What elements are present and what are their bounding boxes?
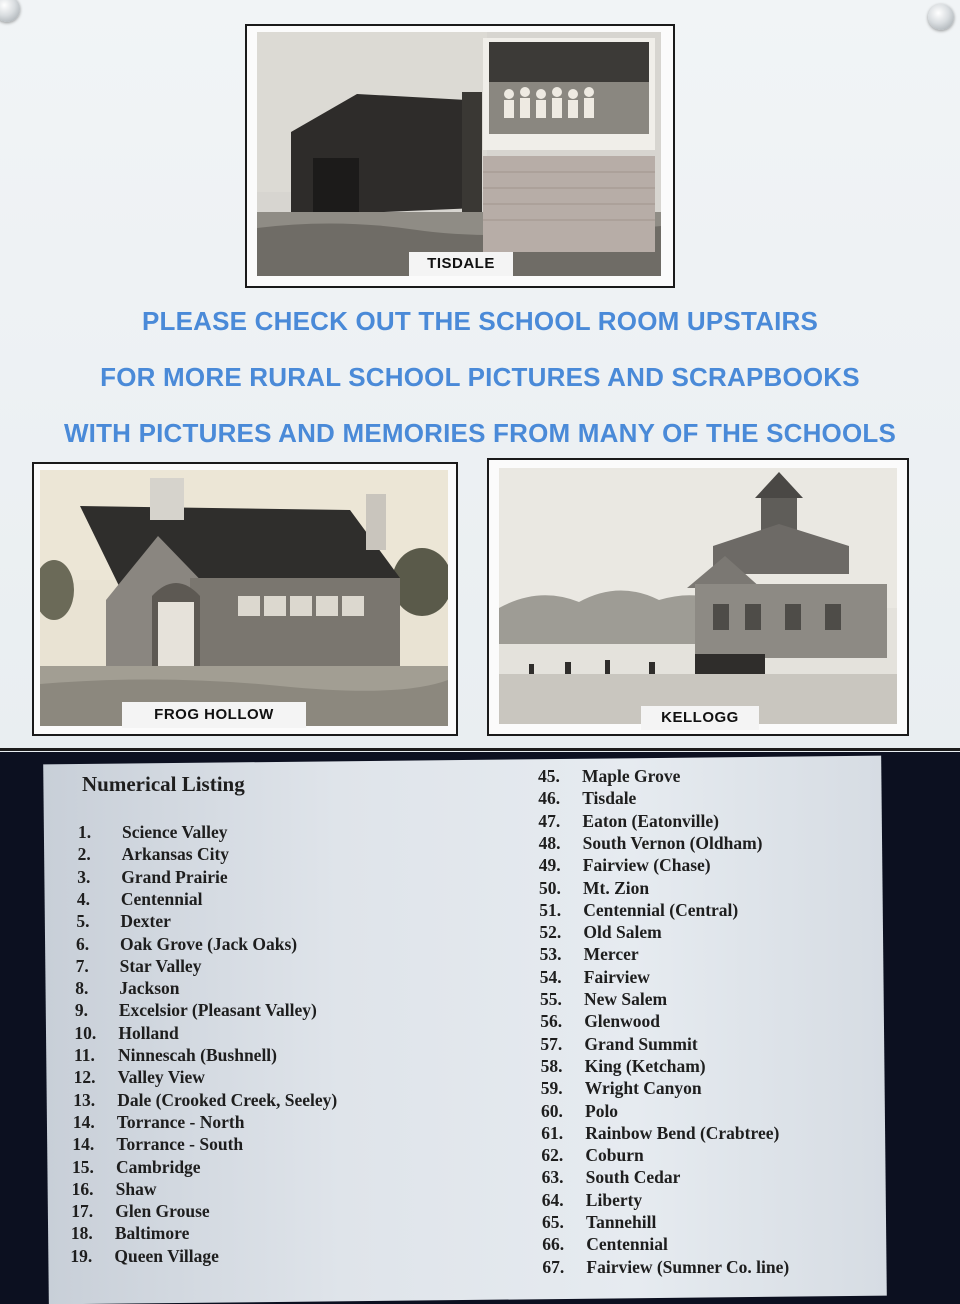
list-item-number: 14.: [72, 1134, 95, 1155]
list-item-number: 6.: [76, 933, 90, 954]
list-item-name: Grand Prairie: [121, 866, 228, 887]
list-item-number: 17.: [71, 1201, 94, 1222]
list-item-number: 19.: [70, 1245, 93, 1266]
list-item-name: Holland: [118, 1022, 179, 1043]
list-item-number: 66.: [542, 1234, 565, 1255]
list-item-number: 57.: [540, 1033, 563, 1054]
list-item-number: 67.: [542, 1256, 565, 1277]
list-item-name: Arkansas City: [121, 844, 230, 865]
list-item-name: Grand Summit: [584, 1033, 698, 1054]
photo-caption-frog-hollow: FROG HOLLOW: [122, 702, 306, 728]
listing-right-column: [538, 766, 878, 1280]
list-item-number: 55.: [540, 989, 562, 1009]
list-item-number: 2.: [77, 844, 91, 865]
list-item-name: Centennial: [120, 888, 203, 909]
list-item-name: Tannehill: [586, 1212, 657, 1232]
list-item-number: 10.: [74, 1022, 97, 1043]
list-item-number: 64.: [541, 1189, 564, 1210]
list-item-name: New Salem: [584, 989, 668, 1009]
list-item-name: Oak Grove (Jack Oaks): [120, 933, 298, 954]
list-item-number: 56.: [540, 1011, 563, 1032]
list-item-number: 59.: [540, 1078, 563, 1099]
list-item-name: Eaton (Eatonville): [582, 810, 719, 831]
list-item-name: Torrance - North: [116, 1111, 245, 1132]
list-item-number: 58.: [540, 1055, 563, 1076]
kellogg-photo: [499, 468, 897, 724]
divider: [0, 748, 960, 751]
list-item-number: 11.: [74, 1045, 95, 1065]
list-item-number: 3.: [77, 866, 91, 887]
list-item-name: Tisdale: [582, 788, 637, 809]
list-item-name: Coburn: [585, 1145, 644, 1166]
list-item-name: Torrance - South: [116, 1134, 244, 1155]
list-item-number: 50.: [539, 877, 561, 898]
headline-line-1: PLEASE CHECK OUT THE SCHOOL ROOM UPSTAIRS: [141, 306, 819, 336]
list-item-name: Mercer: [583, 944, 639, 965]
kellogg-photo-frame: [487, 458, 909, 736]
list-item-number: 13.: [73, 1089, 96, 1110]
list-item-name: Excelsior (Pleasant Valley): [118, 1000, 317, 1021]
list-item-number: 61.: [541, 1122, 564, 1143]
list-item-name: Science Valley: [122, 822, 228, 842]
list-item-name: Rainbow Bend (Crabtree): [585, 1122, 780, 1143]
list-item-name: South Cedar: [585, 1167, 681, 1188]
list-item-number: 62.: [541, 1145, 564, 1166]
list-item-name: Maple Grove: [582, 766, 681, 786]
tisdale-photo: [257, 32, 661, 276]
list-item-number: 5.: [76, 911, 90, 932]
pushpin-icon: [928, 4, 954, 30]
list-item-name: Fairview: [583, 966, 650, 987]
headline-line-3: WITH PICTURES AND MEMORIES FROM MANY OF THE SCHOOLS: [63, 418, 897, 448]
list-item-name: Dexter: [120, 911, 171, 932]
headline-line-2: FOR MORE RURAL SCHOOL PICTURES AND SCRAPBOOKS: [100, 362, 860, 392]
list-item-name: Shaw: [115, 1178, 157, 1199]
list-item-number: 63.: [541, 1167, 564, 1188]
list-item-name: Centennial (Central): [583, 899, 739, 920]
list-item-name: Wright Canyon: [584, 1078, 702, 1099]
list-item-name: Glen Grouse: [115, 1201, 210, 1222]
list-item-number: 16.: [71, 1178, 94, 1199]
list-item-number: 18.: [70, 1223, 93, 1244]
list-item-name: Fairview (Sumner Co. line): [586, 1256, 790, 1277]
list-item-name: Polo: [585, 1100, 619, 1121]
list-item-number: 1.: [78, 822, 92, 842]
list-item-name: King (Ketcham): [584, 1055, 706, 1076]
list-item-name: Ninnescah (Bushnell): [118, 1045, 277, 1065]
list-item-number: 14.: [72, 1111, 95, 1132]
list-item-number: 15.: [72, 1156, 94, 1177]
frog-hollow-photo: [40, 470, 448, 726]
list-item-number: 53.: [539, 944, 562, 965]
pushpin-icon: [0, 0, 20, 22]
list-item-number: 47.: [538, 810, 561, 831]
list-item-name: South Vernon (Oldham): [582, 832, 763, 853]
list-item-name: Glenwood: [584, 1011, 661, 1032]
tisdale-photo-frame: [245, 24, 675, 288]
list-item-name: Star Valley: [119, 955, 202, 976]
list-item-number: 52.: [539, 922, 562, 943]
list-item-number: 51.: [539, 899, 562, 920]
list-item-number: 54.: [539, 966, 562, 987]
list-item-number: 7.: [75, 955, 89, 976]
list-item-number: 46.: [538, 788, 561, 809]
list-item-number: 48.: [538, 832, 561, 853]
list-item-name: Cambridge: [116, 1156, 201, 1177]
listing-left-column: [70, 822, 498, 1280]
list-item-number: 8.: [75, 978, 89, 999]
list-item-number: 60.: [541, 1100, 563, 1121]
list-item-name: Mt. Zion: [583, 877, 650, 898]
list-item-name: Queen Village: [114, 1245, 219, 1266]
list-item-number: 49.: [538, 855, 561, 876]
list-item-number: 4.: [76, 888, 90, 909]
photo-caption-kellogg: KELLOGG: [641, 706, 759, 730]
list-item-name: Jackson: [119, 978, 180, 999]
listing-title: Numerical Listing: [82, 772, 245, 796]
list-item-number: 65.: [542, 1212, 564, 1232]
list-item-name: Valley View: [117, 1067, 205, 1088]
list-item-name: Fairview (Chase): [582, 855, 711, 876]
list-item-name: Old Salem: [583, 922, 662, 943]
list-item-number: 9.: [74, 1000, 88, 1021]
list-item-number: 12.: [73, 1067, 96, 1088]
list-item-name: Liberty: [585, 1189, 643, 1210]
list-item-number: 45.: [538, 766, 560, 786]
list-item-name: Dale (Crooked Creek, Seeley): [117, 1089, 338, 1110]
frog-hollow-photo-frame: [32, 462, 458, 736]
photo-caption-tisdale: TISDALE: [409, 252, 513, 276]
list-item-name: Baltimore: [114, 1223, 190, 1244]
list-item-name: Centennial: [586, 1234, 668, 1255]
